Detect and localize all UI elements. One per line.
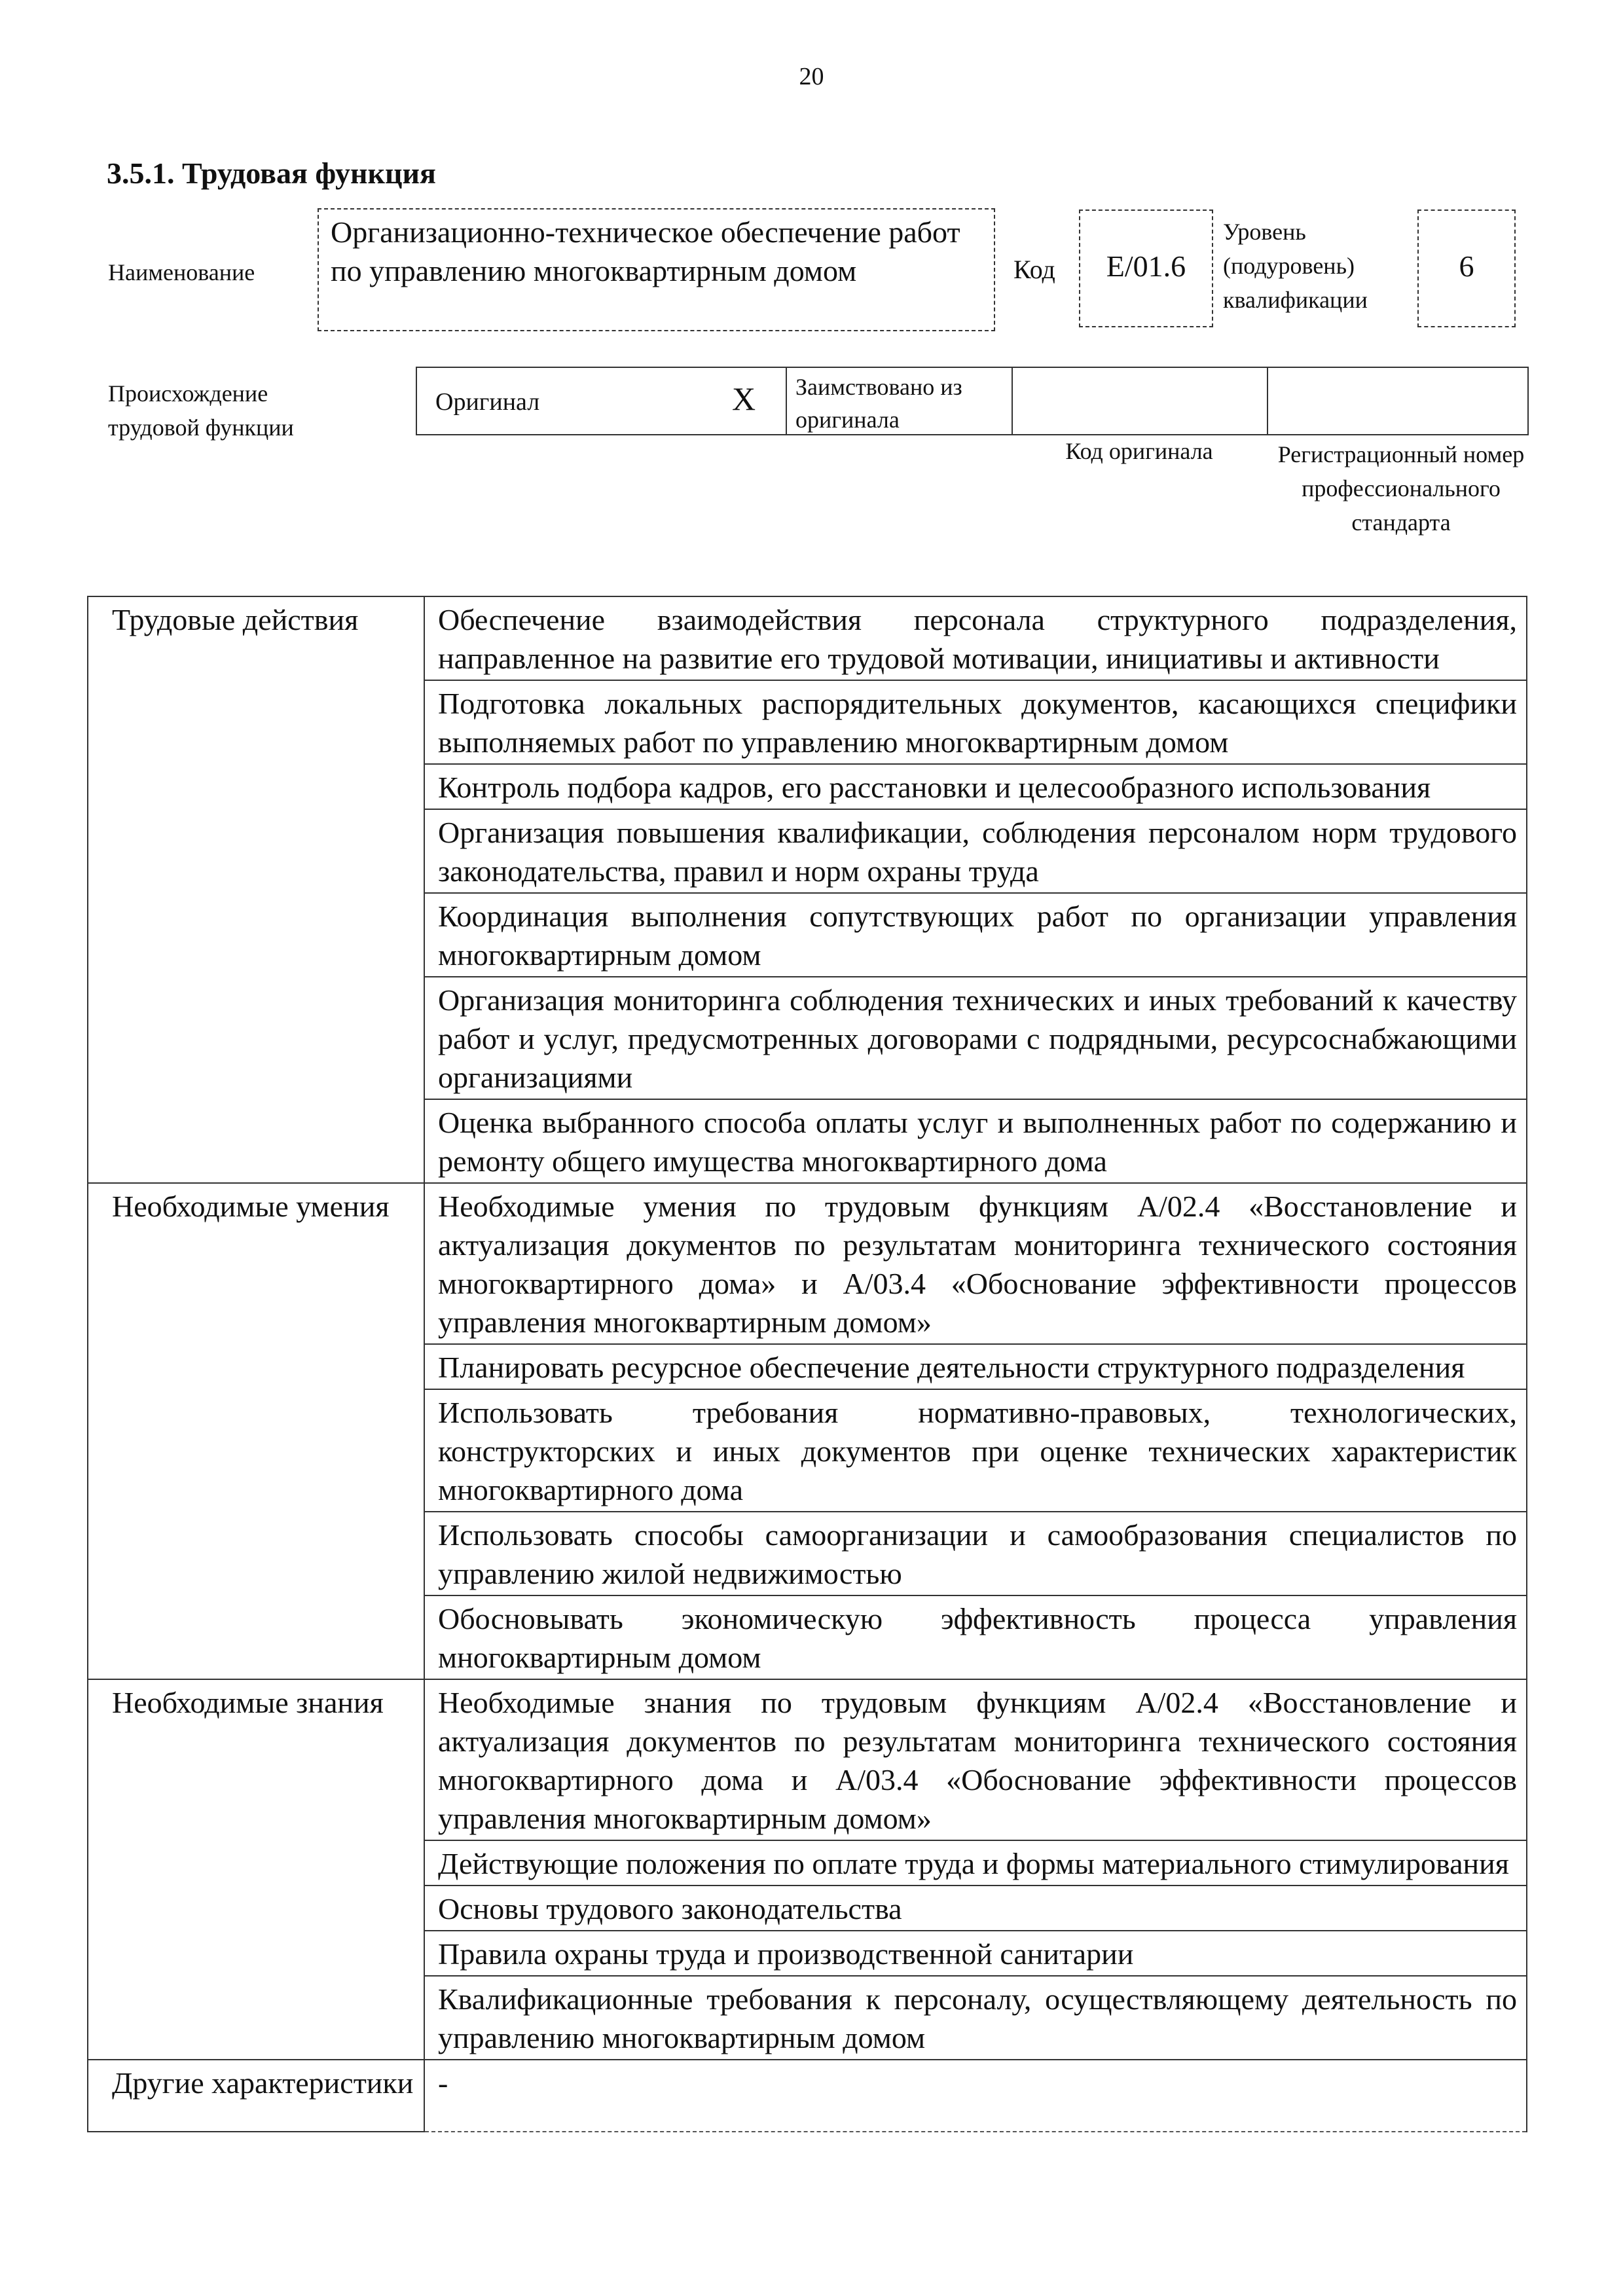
section-item: Подготовка локальных распорядительных документов, касающихся специфики выполняемых работ по управлению многоквартирным домом bbox=[424, 680, 1527, 764]
section-item: Контроль подбора кадров, его расстановки и целесообразного использования bbox=[424, 764, 1527, 809]
table-row bbox=[88, 1679, 1527, 1840]
section-item: Координация выполнения сопутствующих работ по организации управления многоквартирным домом bbox=[424, 893, 1527, 977]
code-label: Код bbox=[1013, 255, 1055, 284]
borrowed-label: Заимствовано из оригинала bbox=[795, 374, 962, 433]
origin-cell-code bbox=[1013, 368, 1268, 434]
section-label: Трудовые действия bbox=[88, 596, 424, 1183]
section-item: Обеспечение взаимодействия персонала структурного подразделения, направленное на развитие его трудовой мотивации, инициативы и активности bbox=[424, 596, 1527, 680]
origin-label: Происхождение трудовой функции bbox=[108, 380, 294, 441]
table-body bbox=[88, 596, 1527, 2132]
table-row bbox=[88, 2060, 1527, 2132]
original-code-caption: Код оригинала bbox=[1065, 438, 1213, 464]
reg-number-caption: Регистрационный номер профессионального стандарта bbox=[1277, 441, 1525, 536]
section-item: Оценка выбранного способа оплаты услуг и выполненных работ по содержанию и ремонту общего имущества многоквартирного дома bbox=[424, 1099, 1527, 1183]
section-item: Обосновывать экономическую эффективность процесса управления многоквартирным домом bbox=[424, 1595, 1527, 1679]
table-row bbox=[88, 596, 1527, 680]
section-item: Планировать ресурсное обеспечение деятельности структурного подразделения bbox=[424, 1344, 1527, 1389]
original-mark: X bbox=[732, 380, 756, 417]
section-label: Другие характеристики bbox=[88, 2060, 424, 2132]
section-item: Необходимые умения по трудовым функциям A/02.4 «Восстановление и актуализация документов по результатам мониторинга технического состояния многоквартирного дома» и A/03.4 «Обоснование эффективности процессов управления многоквартирным домом» bbox=[424, 1183, 1527, 1344]
section-item: Основы трудового законодательства bbox=[424, 1886, 1527, 1931]
level-value: 6 bbox=[1459, 249, 1474, 283]
table-row bbox=[88, 1183, 1527, 1344]
section-item: Использовать способы самоорганизации и самообразования специалистов по управлению жилой недвижимостью bbox=[424, 1512, 1527, 1595]
level-label: Уровень (подуровень) квалификации bbox=[1223, 219, 1368, 313]
section-label: Необходимые знания bbox=[88, 1679, 424, 2060]
section-item: Правила охраны труда и производственной санитарии bbox=[424, 1931, 1527, 1976]
section-item: Использовать требования нормативно-правовых, технологических, конструкторских и иных документов при оценке технических характеристик многоквартирного дома bbox=[424, 1389, 1527, 1512]
name-label: Наименование bbox=[108, 259, 255, 285]
code-value: E/01.6 bbox=[1106, 249, 1186, 283]
section-item: Действующие положения по оплате труда и формы материального стимулирования bbox=[424, 1840, 1527, 1886]
function-name: Организационно-техническое обеспечение работ по управлению многоквартирным домом bbox=[331, 215, 960, 287]
page-number: 20 bbox=[799, 63, 824, 90]
section-item: Организация повышения квалификации, соблюдения персоналом норм трудового законодательства, правил и норм охраны труда bbox=[424, 809, 1527, 893]
section-item: Организация мониторинга соблюдения технических и иных требований к качеству работ и услуг, предусмотренных договорами с подрядными, ресурсоснабжающими организациями bbox=[424, 977, 1527, 1099]
section-label: Необходимые умения bbox=[88, 1183, 424, 1679]
section-item: Квалификационные требования к персоналу, осуществляющему деятельность по управлению многоквартирным домом bbox=[424, 1976, 1527, 2060]
section-title: 3.5.1. Трудовая функция bbox=[107, 156, 436, 190]
original-label: Оригинал bbox=[435, 388, 540, 416]
section-item: - bbox=[424, 2060, 1527, 2132]
requirements-table bbox=[87, 596, 1527, 2132]
section-item: Необходимые знания по трудовым функциям A/02.4 «Восстановление и актуализация документов по результатам мониторинга технического состояния многоквартирного дома и A/03.4 «Обоснование эффективности процессов управления многоквартирным домом» bbox=[424, 1679, 1527, 1840]
